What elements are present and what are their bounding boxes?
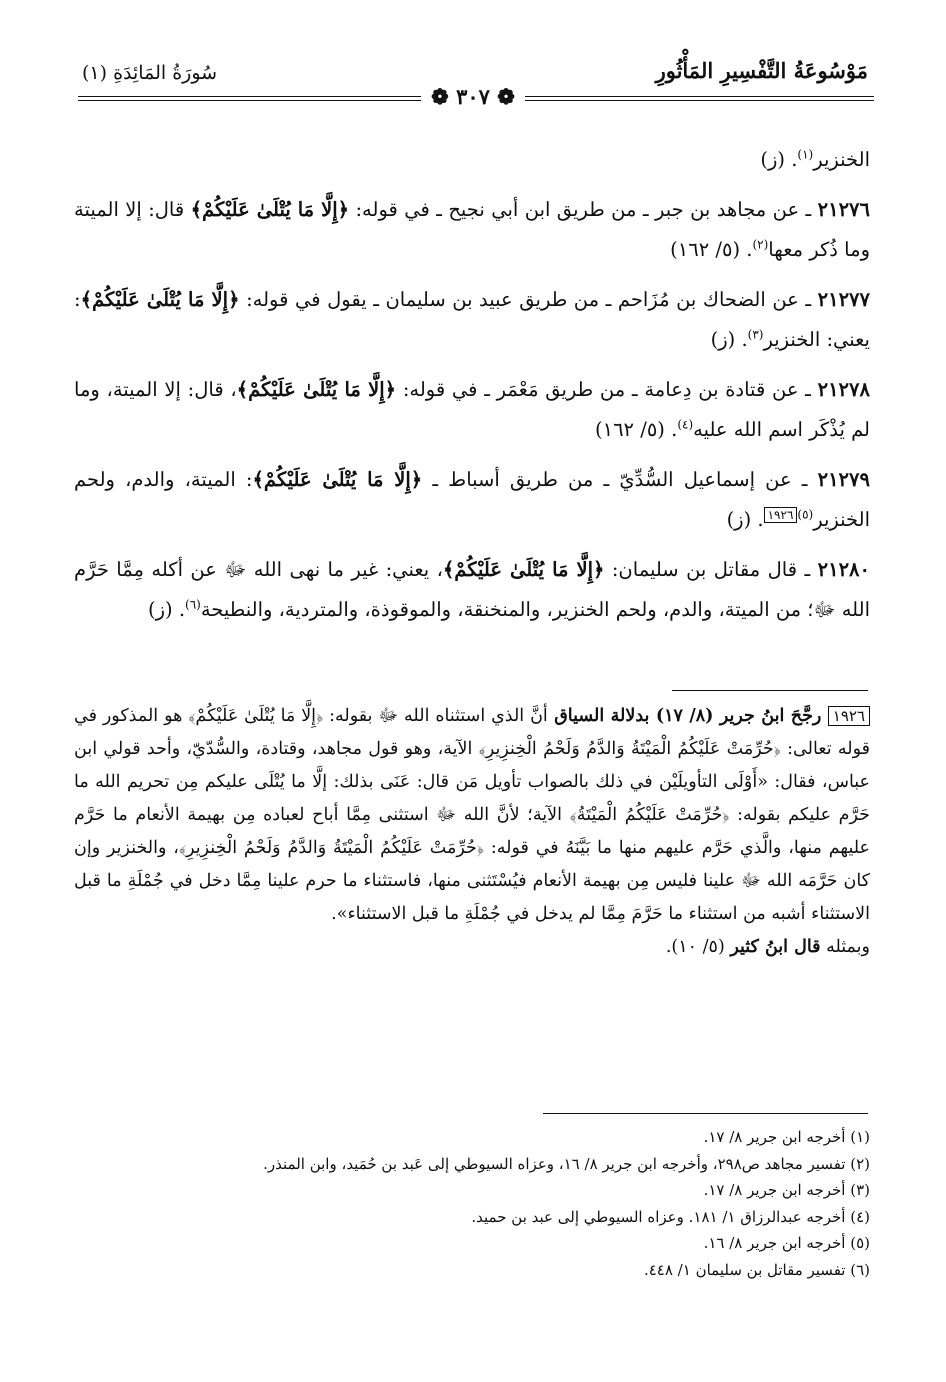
footnote-ref: (٦) (185, 597, 201, 612)
quran-quote: ﴿إِلَّا مَا يُتْلَىٰ عَلَيْكُمْ﴾ (442, 558, 605, 581)
entry: ٢١٢٧٨ ـ عن قتادة بن دِعامة ـ من طريق مَعْمَر ـ في قوله: ﴿إِلَّا مَا يُتْلَىٰ عَلَيْكُمْ﴾، قال: إلا الميتة، وما لم يُذْكَر اسم الله عليه$^{(٤)}$. (٥/ ١٦٢) (74, 378, 870, 441)
entry-number: ٢١٢٨٠ (817, 558, 870, 581)
continuation-line: الخنزير$^{(١)}$. (ز) (760, 147, 870, 171)
entry-number: ٢١٢٧٨ (817, 378, 870, 401)
entry: ٢١٢٧٧ ـ عن الضحاك بن مُزَاحم ـ من طريق عبيد بن سليمان ـ يقول في قوله: ﴿إِلَّا مَا يُتْلَىٰ عَلَيْكُمْ﴾: يعني: الخنزير$^{(٣)}$. (ز) (74, 288, 870, 351)
entry-number: ٢١٢٧٩ (817, 468, 870, 491)
entry: ٢١٢٧٩ ـ عن إسماعيل السُّدِّيّ ـ من طريق أسباط ـ ﴿إِلَّا مَا يُتْلَىٰ عَلَيْكُمْ﴾: الميتة، والدم، ولحم الخنزير$^{(٥)١٩٢٦}$. (ز) (74, 468, 870, 531)
note-lead: رجَّحَ ابنُ جرير (٨/ ١٧) بدلالة السياق (547, 706, 828, 726)
entry: ٢١٢٧٦ ـ عن مجاهد بن جبر ـ من طريق ابن أبي نجيح ـ في قوله: ﴿إِلَّا مَا يُتْلَىٰ عَلَيْكُمْ﴾ قال: إلا الميتة وما ذُكر معها$^{(٢)}$. (٥/ ١٦٢) (74, 198, 870, 261)
entry-number: ٢١٢٧٦ (817, 198, 870, 221)
note-number-box: ١٩٢٦ (828, 706, 870, 726)
footnotes (74, 1124, 870, 1283)
footnote: (٥) أخرجه ابن جرير ٨/ ١٦. (703, 1234, 870, 1252)
quran-quote: ﴿إِلَّا مَا يُتْلَىٰ عَلَيْكُمْ﴾ (252, 468, 423, 491)
book-title: مَوْسُوعَةُ التَّفْسِيرِ المَأْثُورِ (655, 58, 868, 83)
note-closing: وبمثله قال ابنُ كثير (٥/ ١٠). (665, 937, 870, 957)
footnote: (٦) تفسير مقاتل بن سليمان ١/ ٤٤٨. (643, 1260, 870, 1279)
quran-quote: ﴿إِلَّا مَا يُتْلَىٰ عَلَيْكُمْ﴾ (80, 288, 240, 311)
footnote-ref: (٤) (677, 417, 694, 432)
entry-number: ٢١٢٧٧ (817, 288, 870, 311)
footnote-ref: (٢) (752, 237, 769, 252)
footnote: (٤) أخرجه عبدالرزاق ١/ ١٨١. وعزاه السيوطي إلى عبد بن حميد. (471, 1207, 870, 1226)
main-text (74, 140, 870, 640)
note-marker-box: ١٩٢٦ (764, 507, 798, 523)
quran-quote: ﴿إِلَّا مَا يُتْلَىٰ عَلَيْكُمْ﴾ (236, 378, 397, 401)
quran-quote: ﴿إِلَّا مَا يُتْلَىٰ عَلَيْكُمْ﴾ (190, 198, 350, 221)
footnote-separator (543, 1113, 868, 1114)
section-separator (672, 690, 868, 691)
footnote: (٣) أخرجه ابن جرير ٨/ ١٧. (703, 1181, 870, 1199)
footnote: (١) أخرجه ابن جرير ٨/ ١٧. (703, 1128, 870, 1146)
footnote-ref: (٣) (747, 327, 764, 342)
commentary-note (74, 700, 870, 964)
note-text: أنَّ الذي استثناه الله ﷻ بقوله: ﴿إِلَّا مَا يُتْلَىٰ عَلَيْكُمْ﴾ هو المذكور في قوله تعالى: ﴿حُرِّمَتْ عَلَيْكُمُ الْمَيْتَةُ وَالدَّمُ وَلَحْمُ الْخِنزِيرِ﴾ الآية، وهو قول مجاهد، وقتادة، والسُّدّيّ، وأحد قولي ابن عباس، فقال: «أَوْلَى التأويلَيْن في ذلك بالصواب تأويل مَن قال: عَنَى بذلك: إلَّا ما يُتْلَى عليكم مِن تحريم الله ما حَرَّم عليكم بقوله: ﴿حُرِّمَتْ عَلَيْكُمُ الْمَيْتَةُ﴾ الآية؛ لأنَّ الله ﷻ استثنى مِمَّا أباح لعباده مِن بهيمة الأنعام ما حَرَّم عليهم منها، والَّذي حَرَّم عليهم منها ما بَيَّنَهُ في قوله: ﴿حُرِّمَتْ عَلَيْكُمُ الْمَيْتَةُ وَالدَّمُ وَلَحْمُ الْخِنزِيرِ﴾، والخنزير وإن كان حَرَّمَه الله ﷻ علينا فليس مِن بهيمة الأنعام فيُسْتَثنى منها، فاستثناء ما حرم علينا مِمَّا دخل في جُمْلَةِ ما قبل الاستثناء أشبه من استثناء ما حَرَّمَ مِمَّا لم يدخل في جُمْلَةِ ما قبل الاستثناء». (74, 706, 870, 924)
entry: ٢١٢٨٠ ـ قال مقاتل بن سليمان: ﴿إِلَّا مَا يُتْلَىٰ عَلَيْكُمْ﴾، يعني: غير ما نهى الله ﷻ عن أكله مِمَّا حَرَّم الله ﷻ؛ من الميتة، والدم، ولحم الخنزير، والمنخنقة، والموقوذة، والمتردية، والنطيحة$^{(٦)}$. (ز) (74, 558, 870, 621)
footnote-ref: (٥) (797, 507, 814, 522)
surah-title: سُورَةُ المَائِدَةِ (١) (82, 62, 218, 84)
page-number: ❁ ۳۰۷ ❁ (0, 84, 946, 109)
footnote: (٢) تفسير مجاهد ص٢٩٨، وأخرجه ابن جرير ٨/ ١٦، وعزاه السيوطي إلى عَبد بن حُمَيد، وابن المنذر. (263, 1154, 870, 1173)
